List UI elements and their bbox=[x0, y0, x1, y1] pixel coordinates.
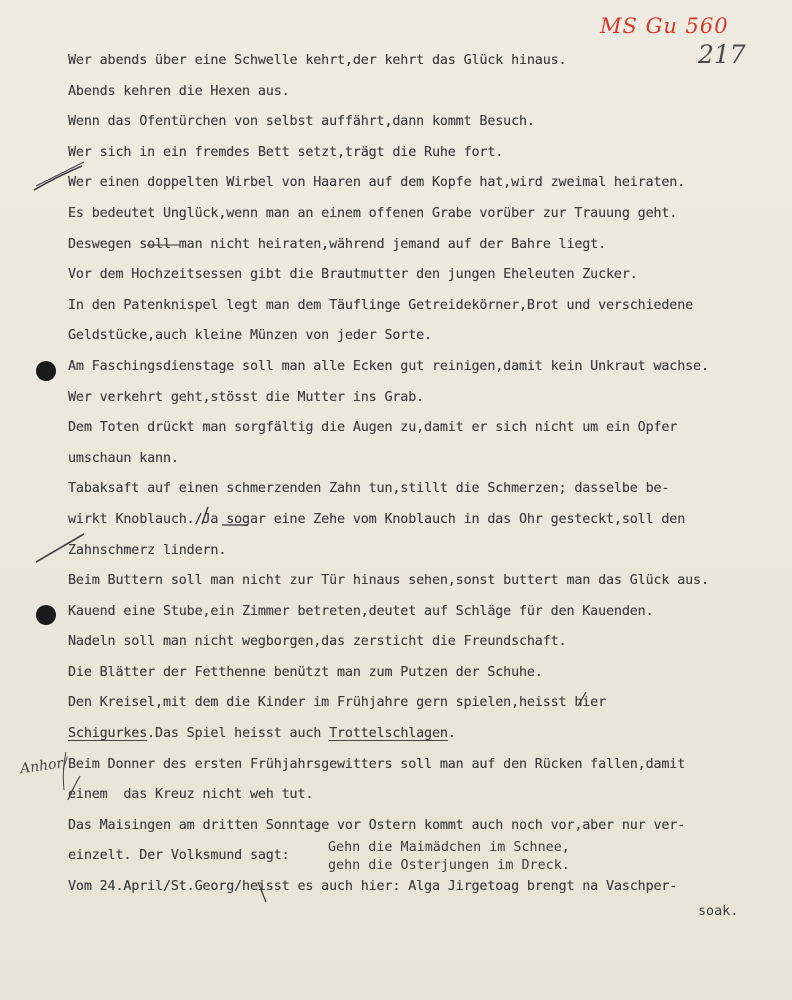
text-line: wirkt Knoblauch./Ja sogar eine Zehe vom Knoblauch in das Ohr gesteckt,soll den bbox=[68, 511, 686, 527]
punch-hole bbox=[36, 605, 56, 625]
text-line: Am Faschingsdienstage soll man alle Ecken gut reinigen,damit kein Unkraut wachse. bbox=[68, 358, 709, 374]
text-line: einzelt. Der Volksmund sagt: bbox=[68, 848, 290, 864]
page-number: 217 bbox=[698, 40, 746, 69]
text-line: Nadeln soll man nicht wegborgen,das zersticht die Freundschaft. bbox=[68, 634, 567, 650]
text-line: Wer verkehrt geht,stösst die Mutter ins Grab. bbox=[68, 389, 425, 405]
text-line: Tabaksaft auf einen schmerzenden Zahn tun,stillt die Schmerzen; dasselbe be- bbox=[68, 481, 670, 497]
text-line: Abends kehren die Hexen aus. bbox=[68, 83, 290, 99]
folk-verse: Gehn die Maimädchen im Schnee, gehn die Osterjungen im Dreck. bbox=[328, 840, 570, 873]
typed-text-body bbox=[68, 46, 792, 903]
text-line-underlined-terms bbox=[68, 719, 792, 750]
text-line: einem das Kreuz nicht weh tut. bbox=[68, 787, 314, 803]
text-line: Wer einen doppelten Wirbel von Haaren auf dem Kopfe hat,wird zweimal heiraten. bbox=[68, 175, 686, 191]
text-line: Vom 24.April/St.Georg/heisst es auch hier: Alga Jirgetoag brengt na Vaschper- bbox=[68, 879, 678, 895]
punch-hole bbox=[36, 361, 56, 381]
text-line: Geldstücke,auch kleine Münzen von jeder Sorte. bbox=[68, 328, 432, 344]
underlined-term: Schigurkes bbox=[68, 726, 148, 742]
text-line: In den Patenknispel legt man dem Täuflinge Getreidekörner,Brot und verschiedene bbox=[68, 297, 694, 313]
text-line: umschaun kann. bbox=[68, 450, 179, 466]
text-line: Die Blätter der Fetthenne benützt man zum Putzen der Schuhe. bbox=[68, 664, 543, 680]
text-span: .Das Spiel heisst auch bbox=[147, 726, 330, 742]
text-line: Wenn das Ofentürchen von selbst auffährt,dann kommt Besuch. bbox=[68, 114, 535, 130]
underlined-term: Trottelschlagen bbox=[329, 726, 448, 742]
archive-shelfmark: MS Gu 560 bbox=[600, 14, 729, 38]
text-line: Beim Buttern soll man nicht zur Tür hinaus sehen,sonst buttert man das Glück aus. bbox=[68, 573, 709, 589]
text-line: Dem Toten drückt man sorgfältig die Augen zu,damit er sich nicht um ein Opfer bbox=[68, 420, 678, 436]
text-line: Kauend eine Stube,ein Zimmer betreten,deutet auf Schläge für den Kauenden. bbox=[68, 603, 654, 619]
text-line: Deswegen soll man nicht heiraten,während jemand auf der Bahre liegt. bbox=[68, 236, 607, 252]
text-line: Den Kreisel,mit dem die Kinder im Frühjahre gern spielen,heisst hier bbox=[68, 695, 607, 711]
text-line: Wer sich in ein fremdes Bett setzt,trägt die Ruhe fort. bbox=[68, 144, 504, 160]
handwritten-margin-note: Anhor/ bbox=[19, 754, 69, 778]
text-line: Beim Donner des ersten Frühjahrsgewitters soll man auf den Rücken fallen,damit bbox=[68, 756, 686, 772]
text-line: Zahnschmerz lindern. bbox=[68, 542, 227, 558]
text-span: . bbox=[447, 726, 456, 742]
text-line: Wer abends über eine Schwelle kehrt,der kehrt das Glück hinaus. bbox=[68, 53, 567, 68]
text-line-wrap: soak. bbox=[698, 904, 739, 919]
text-line: Vor dem Hochzeitsessen gibt die Brautmutter den jungen Eheleuten Zucker. bbox=[68, 267, 638, 283]
text-line: Es bedeutet Unglück,wenn man an einem offenen Grabe vorüber zur Trauung geht. bbox=[68, 205, 678, 221]
text-line: Das Maisingen am dritten Sonntage vor Ostern kommt auch noch vor,aber nur ver- bbox=[68, 817, 686, 833]
